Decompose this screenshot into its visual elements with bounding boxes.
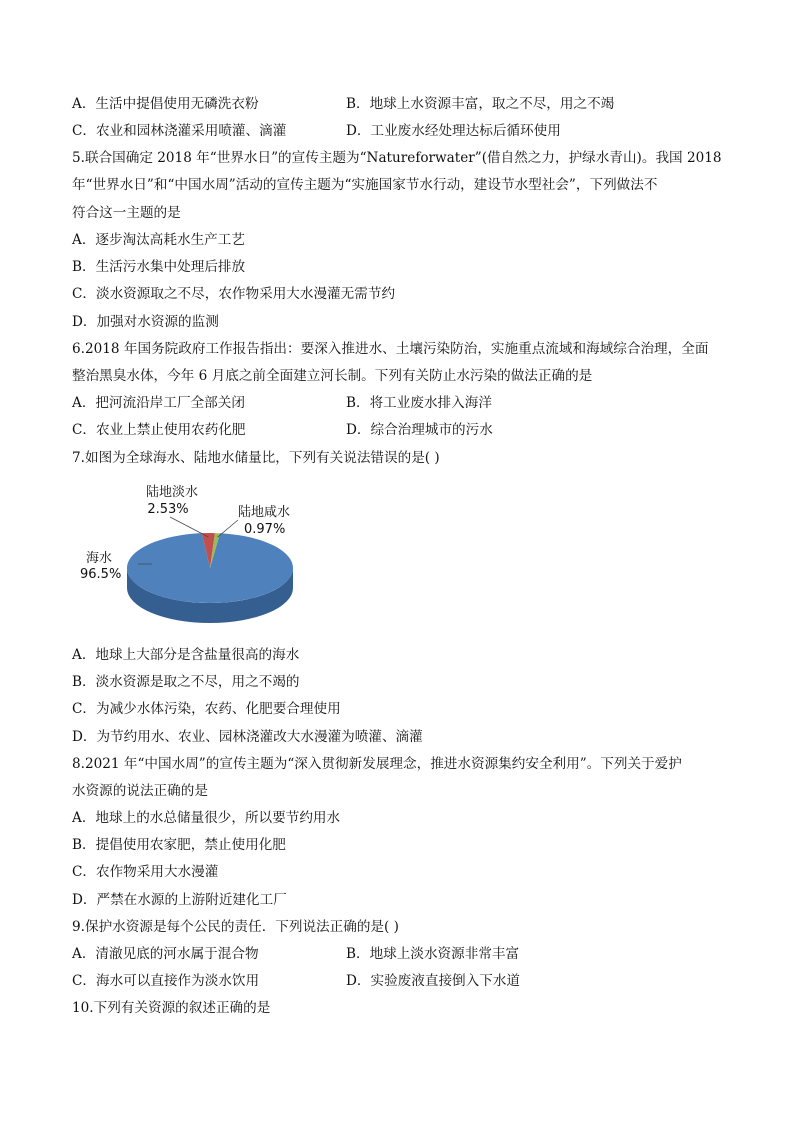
q4-option-d: D．工业废水经处理达标后循环使用 <box>346 123 561 139</box>
q5-option-d: D．加强对水资源的监测 <box>72 314 219 330</box>
q9-option-a: A．清澈见底的河水属于混合物 <box>72 946 259 962</box>
q5-stem-line3: 符合这一主题的是 <box>72 205 181 221</box>
q6-option-d: D．综合治理城市的污水 <box>346 422 493 438</box>
q10-stem: 10.下列有关资源的叙述正确的是 <box>72 1000 271 1016</box>
fresh-water-leader-line <box>170 517 208 537</box>
q6-option-a: A．把河流沿岸工厂全部关闭 <box>72 395 245 411</box>
fresh-water-value-label: 2.53% <box>147 502 189 517</box>
q4-option-c: C．农业和园林浇灌采用喷灌、滴灌 <box>72 123 287 139</box>
sea-water-label: 海水 <box>86 551 113 566</box>
q7-option-d: D．为节约用水、农业、园林浇灌改大水漫灌为喷灌、滴灌 <box>72 729 423 745</box>
q7-option-a: A．地球上大部分是含盐量很高的海水 <box>72 647 300 663</box>
q5-stem-line1: 5.联合国确定 2018 年“世界水日”的宣传主题为“Natureforwater”(借自然之力，护绿水青山)。我国 2018 <box>72 150 722 166</box>
q4-option-a: A．生活中提倡使用无磷洗衣粉 <box>72 96 259 112</box>
q9-option-b: B．地球上淡水资源非常丰富 <box>346 946 520 962</box>
q7-option-b: B．淡水资源是取之不尽，用之不竭的 <box>72 674 300 690</box>
q8-option-a: A．地球上的水总储量很少，所以要节约用水 <box>72 810 341 826</box>
q8-option-b: B．提倡使用农家肥，禁止使用化肥 <box>72 837 286 853</box>
q9-stem: 9.保护水资源是每个公民的责任．下列说法正确的是( ) <box>72 919 399 935</box>
salt-water-value-label: 0.97% <box>244 522 286 537</box>
q6-option-c: C．农业上禁止使用农药化肥 <box>72 422 246 438</box>
q9-option-c: C．海水可以直接作为淡水饮用 <box>72 973 260 989</box>
q8-option-d: D．严禁在水源的上游附近建化工厂 <box>72 892 287 908</box>
fresh-water-label: 陆地淡水 <box>145 485 199 500</box>
q9-option-d: D．实验废液直接倒入下水道 <box>346 973 521 989</box>
q5-stem-line2: 年“世界水日”和“中国水周”活动的宣传主题为“实施国家节水行动，建设节水型社会”，下列做法不 <box>72 177 658 193</box>
q8-option-c: C．农作物采用大水漫灌 <box>72 864 219 880</box>
q7-option-c: C．为减少水体污染，农药、化肥要合理使用 <box>72 701 341 717</box>
salt-water-label: 陆地咸水 <box>238 505 291 520</box>
q5-option-a: A．逐步淘汰高耗水生产工艺 <box>72 232 245 248</box>
q6-option-b: B．将工业废水排入海洋 <box>346 395 492 411</box>
q5-option-c: C．淡水资源取之不尽，农作物采用大水漫灌无需节约 <box>72 286 396 302</box>
q6-stem-line2: 整治黑臭水体，今年 6 月底之前全面建立河长制。下列有关防止水污染的做法正确的是 <box>72 368 593 384</box>
sea-water-value-label: 96.5% <box>80 567 122 582</box>
water-distribution-pie-chart <box>60 470 320 642</box>
q4-option-b: B．地球上水资源丰富，取之不尽，用之不竭 <box>346 96 615 112</box>
pie-slices <box>127 533 293 603</box>
pie-chart-svg <box>60 470 320 642</box>
q7-stem: 7.如图为全球海水、陆地水储量比，下列有关说法错误的是( ) <box>72 450 440 466</box>
q6-stem-line1: 6.2018 年国务院政府工作报告指出：要深入推进水、土壤污染防治，实施重点流域和海域综合治理，全面 <box>72 341 709 357</box>
q8-stem-line2: 水资源的说法正确的是 <box>72 783 208 799</box>
q5-option-b: B．生活污水集中处理后排放 <box>72 259 246 275</box>
q8-stem-line1: 8.2021 年“中国水周”的宣传主题为“深入贯彻新发展理念，推进水资源集约安全利用”。下列关于爱护 <box>72 756 682 772</box>
